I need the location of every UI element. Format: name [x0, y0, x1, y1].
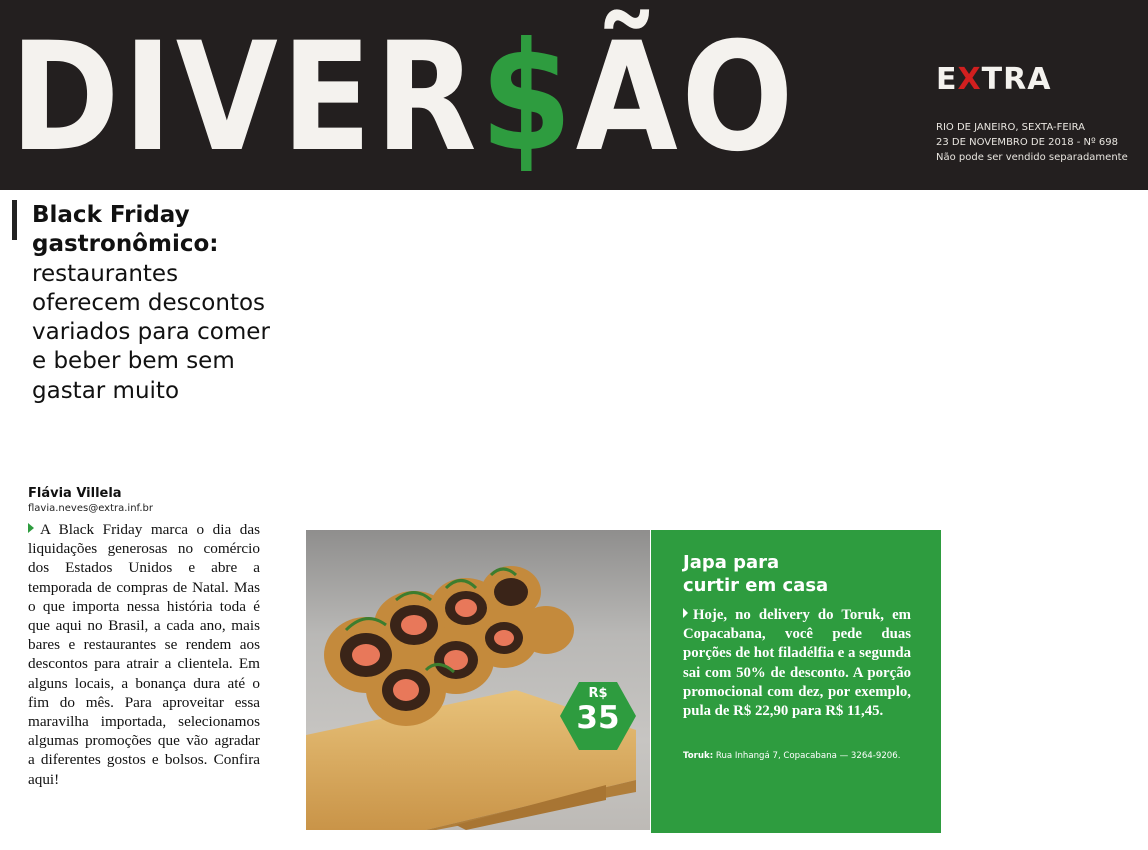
- promo-text: Hoje, no delivery do Toruk, em Copacabana, você pede duas porções de hot filadélfia e a segunda sai com 50% de desconto. A porção promocional com dez, por exemplo, pula de R$ 22,90 para R$ 11,45.: [683, 607, 911, 720]
- promo-contact: Toruk: Rua Inhangá 7, Copacabana — 3264-9206.: [683, 751, 901, 761]
- dateline-city: RIO DE JANEIRO, SEXTA-FEIRA: [936, 122, 1085, 133]
- price-badge: [560, 682, 636, 750]
- newspaper-logo: EXTRA: [936, 62, 1052, 97]
- dateline: [936, 120, 1128, 165]
- section-title-part2: ÃO: [575, 11, 798, 185]
- masthead: [0, 0, 1148, 190]
- dateline-date: 23 DE NOVEMBRO DE 2018 - Nº 698: [936, 137, 1118, 148]
- price-value: 35: [576, 700, 620, 736]
- price-currency: R$: [588, 686, 608, 701]
- section-title: [10, 8, 797, 188]
- article-headline: [32, 201, 282, 406]
- promo-title: Japa para curtir em casa: [683, 552, 829, 596]
- dateline-note: Não pode ser vendido separadamente: [936, 152, 1128, 163]
- triangle-bullet-icon: [683, 608, 688, 618]
- sushi-illustration: [306, 530, 650, 830]
- dollar-sign-letter: $: [480, 11, 576, 185]
- article-body: [28, 520, 260, 789]
- promo-box: [651, 530, 941, 833]
- triangle-bullet-icon: [28, 523, 34, 533]
- sushi-photo: [306, 530, 650, 830]
- byline-email: flavia.neves@extra.inf.br: [28, 503, 153, 514]
- headline-marker: [12, 200, 17, 240]
- headline-bold: Black Friday gastronômico:: [32, 202, 219, 258]
- byline-author: Flávia Villela: [28, 486, 122, 501]
- article-body-text: A Black Friday marca o dia das liquidações generosas no comércio dos Estados Unidos e abre a temporada de compras de Natal. Mas o que importa nessa história toda é que aqui no Brasil, a cada ano, mais bares e restaurantes se rendem aos descontos para atrair a clientela. Em alguns locais, a bonança dura até o fim do mês. Para aproveitar essa maravilha importada, selecionamos algumas promoções que vão agradar a diferentes gostos e bolsos. Confira aqui!: [28, 521, 260, 788]
- section-title-part1: DIVER: [10, 11, 481, 185]
- headline-rest: restaurantes oferecem descontos variados para comer e beber bem sem gastar muito: [32, 260, 270, 404]
